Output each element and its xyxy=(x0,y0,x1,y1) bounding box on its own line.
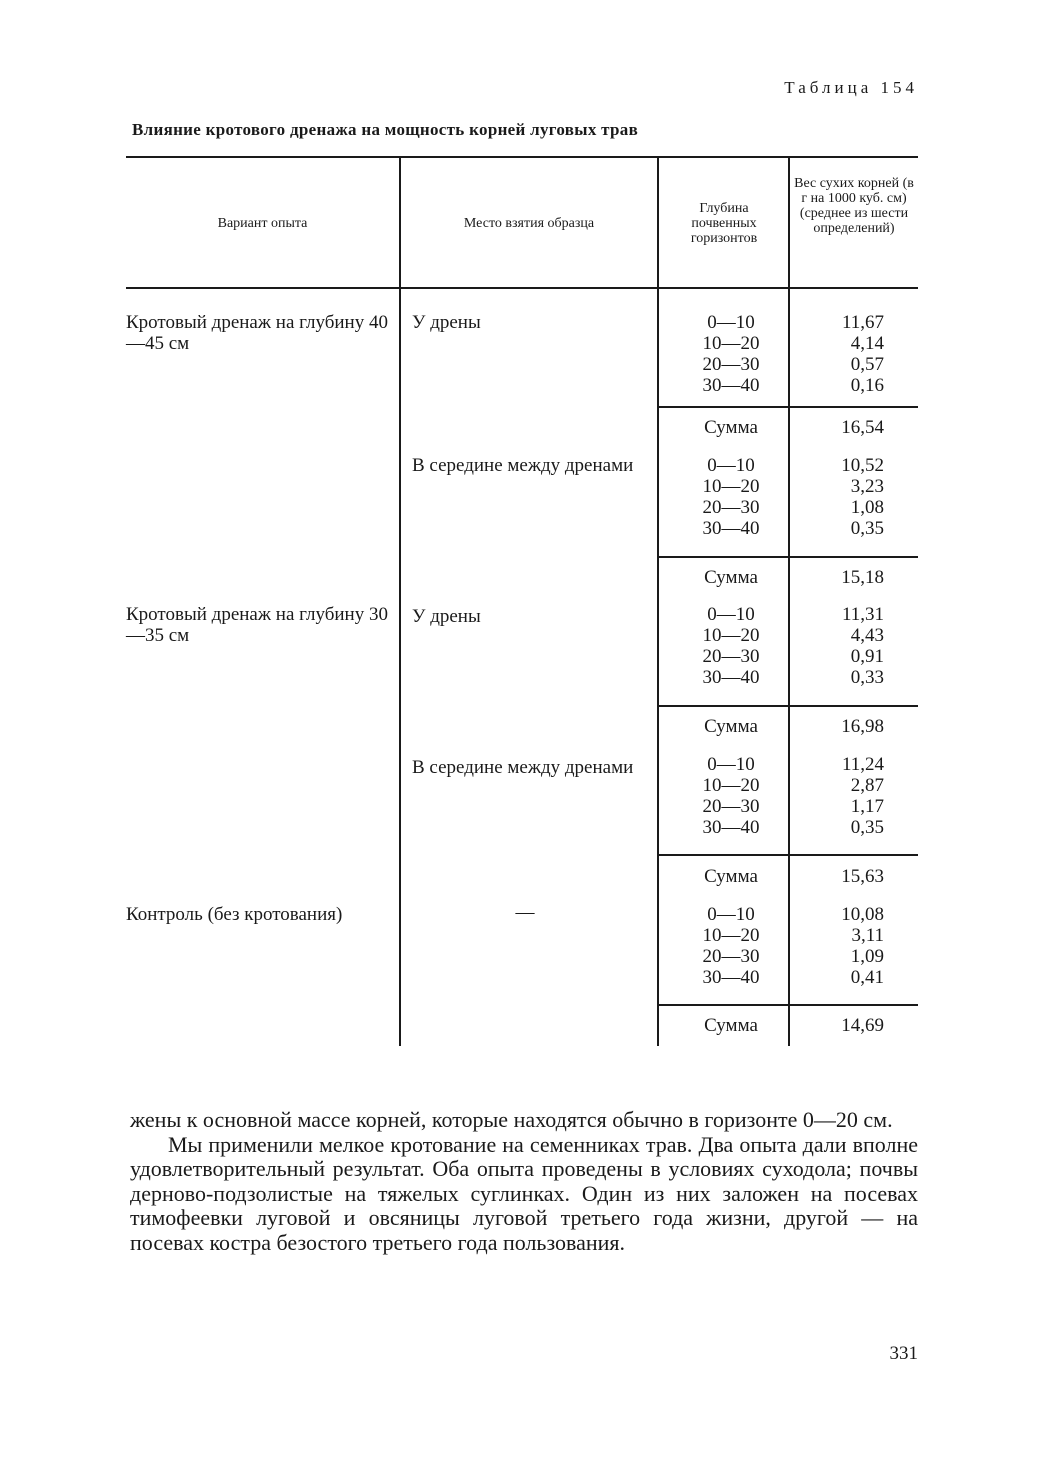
depth-list xyxy=(676,455,786,539)
depth-value: 10—20 xyxy=(702,476,760,497)
depth-value: 0—10 xyxy=(707,904,755,925)
table-header-rule xyxy=(126,287,918,289)
weight-value: 0,33 xyxy=(850,667,884,688)
depth-value: 30—40 xyxy=(702,375,760,396)
depth-value: 20—30 xyxy=(702,796,760,817)
depth-list xyxy=(676,312,786,396)
place-cell: В середине между дренами xyxy=(412,455,634,476)
table-label: Таблица 154 xyxy=(784,78,918,97)
depth-list xyxy=(676,754,786,838)
weight-value: 0,16 xyxy=(850,375,884,396)
sum-value: 15,18 xyxy=(841,567,884,588)
sum-label: Сумма xyxy=(704,1015,758,1036)
sum-value: 14,69 xyxy=(841,1015,884,1036)
sum-separator xyxy=(659,854,918,856)
depth-list xyxy=(676,904,786,988)
depth-value: 30—40 xyxy=(702,817,760,838)
weight-value: 0,91 xyxy=(850,646,884,667)
sum-separator xyxy=(659,1004,918,1006)
depth-value: 10—20 xyxy=(702,775,760,796)
paragraph-continuation: жены к основной массе корней, которые находятся обычно в горизонте 0—20 см. xyxy=(130,1107,893,1132)
weight-list xyxy=(806,455,884,539)
variant-cell: Контроль (без кротования) xyxy=(126,904,343,925)
place-cell: В середине между дренами xyxy=(412,757,634,778)
weight-list xyxy=(806,754,884,838)
weight-value: 1,17 xyxy=(850,796,884,817)
weight-value: 4,43 xyxy=(850,625,884,646)
depth-value: 30—40 xyxy=(702,518,760,539)
depth-value: 30—40 xyxy=(702,967,760,988)
body-text xyxy=(130,1108,918,1255)
weight-value: 1,09 xyxy=(850,946,884,967)
depth-value: 20—30 xyxy=(702,497,760,518)
variant-cell: Кротовый дренаж на глубину 30—35 см xyxy=(126,604,388,646)
sum-label: Сумма xyxy=(704,866,758,887)
column-divider-1 xyxy=(399,158,401,1046)
sum-label: Сумма xyxy=(704,716,758,737)
weight-value: 10,08 xyxy=(841,904,884,925)
place-cell: У дрены xyxy=(412,312,481,333)
header-weight: Вес сухих корней (в г на 1000 куб. см) (среднее из шести определений) xyxy=(794,176,914,236)
depth-value: 20—30 xyxy=(702,946,760,967)
depth-value: 10—20 xyxy=(702,625,760,646)
column-divider-2 xyxy=(657,158,659,1046)
depth-value: 0—10 xyxy=(707,754,755,775)
sum-value: 16,98 xyxy=(841,716,884,737)
place-cell: У дрены xyxy=(412,606,481,627)
weight-value: 2,87 xyxy=(850,775,884,796)
place-cell: — xyxy=(515,902,535,923)
header-place: Место взятия образца xyxy=(463,216,595,231)
weight-value: 0,35 xyxy=(850,518,884,539)
header-variant: Вариант опыта xyxy=(217,216,308,231)
sum-separator xyxy=(659,556,918,558)
page-number: 331 xyxy=(889,1343,918,1364)
depth-value: 0—10 xyxy=(707,312,755,333)
weight-value: 11,67 xyxy=(841,312,884,333)
sum-value: 15,63 xyxy=(841,866,884,887)
weight-value: 1,08 xyxy=(850,497,884,518)
depth-value: 10—20 xyxy=(702,333,760,354)
sum-label: Сумма xyxy=(704,567,758,588)
weight-value: 11,24 xyxy=(841,754,884,775)
variant-cell: Кротовый дренаж на глубину 40—45 см xyxy=(126,312,388,354)
weight-value: 4,14 xyxy=(850,333,884,354)
sum-separator xyxy=(659,705,918,707)
weight-value: 11,31 xyxy=(841,604,884,625)
depth-value: 20—30 xyxy=(702,646,760,667)
depth-value: 20—30 xyxy=(702,354,760,375)
weight-value: 0,41 xyxy=(850,967,884,988)
table-title: Влияние кротового дренажа на мощность корней луговых трав xyxy=(132,120,639,139)
sum-label: Сумма xyxy=(704,417,758,438)
weight-value: 10,52 xyxy=(841,455,884,476)
weight-value: 0,57 xyxy=(850,354,884,375)
weight-value: 3,11 xyxy=(851,925,884,946)
depth-value: 30—40 xyxy=(702,667,760,688)
weight-value: 0,35 xyxy=(850,817,884,838)
depth-value: 10—20 xyxy=(702,925,760,946)
weight-list xyxy=(806,312,884,396)
depth-value: 0—10 xyxy=(707,455,755,476)
depth-value: 0—10 xyxy=(707,604,755,625)
sum-separator xyxy=(659,406,918,408)
table-top-rule xyxy=(126,156,918,158)
paragraph: Мы применили мелкое кротование на семенниках трав. Два опыта дали вполне удовлетворительный результат. Оба опыта проведены в условиях суходола; почвы дерново-подзолистые на тяжелых суглинках. Один из них заложен на посевах тимофеевки луговой и овсяницы луговой третьего года жизни, другой — на посевах костра безостого третьего года пользования. xyxy=(130,1131,918,1255)
weight-list xyxy=(806,904,884,988)
column-divider-3 xyxy=(788,158,790,1046)
weight-value: 3,23 xyxy=(850,476,884,497)
sum-value: 16,54 xyxy=(841,417,884,438)
header-depth: Глубина почвенных горизонтов xyxy=(690,201,758,246)
depth-list xyxy=(676,604,786,688)
weight-list xyxy=(806,604,884,688)
